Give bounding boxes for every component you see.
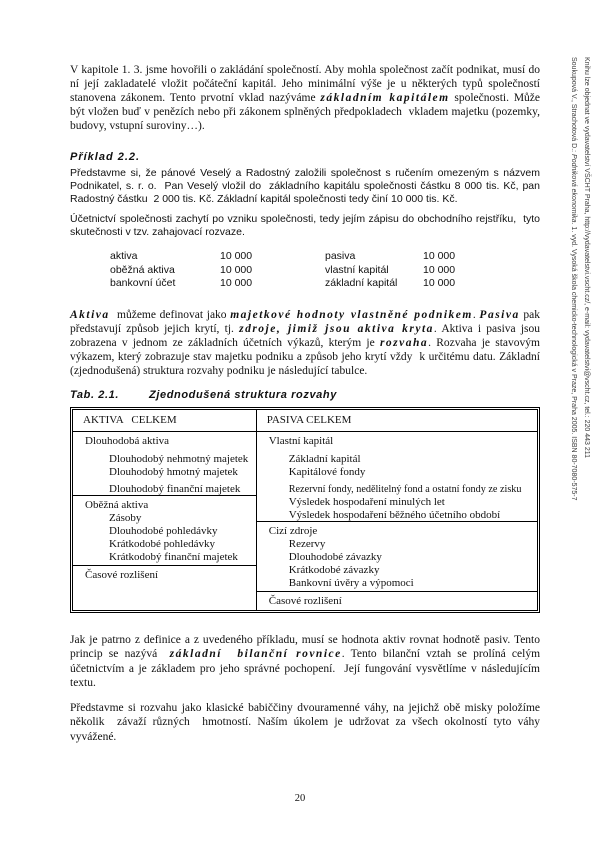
balance-cell: 10 000 xyxy=(220,277,253,289)
list-item: Dlouhodobý nehmotný majetek xyxy=(109,452,249,465)
list-item: Dlouhodobý finanční majetek xyxy=(109,482,241,495)
citation-publisher: . 1. vyd. Vysoká škola chemicko-technologická v Praze, Praha 2005. ISBN 80-7080-575-7 xyxy=(570,222,577,501)
intro-text-pre: V kapitole 1. 3. jsme hovořili o zakládání společností. Aby mohla společnost začít podnikat, musí do ní její zakladatelé vložit počáteční kapitál. Jeho minimální výše je u některých typů společností stanovena zákonem. Tento prvotní vklad nazýváme xyxy=(70,64,543,104)
section-title: Vlastní kapitál xyxy=(268,434,334,447)
liabilities-section-debt xyxy=(257,522,537,592)
closing-paragraph-1 xyxy=(70,633,543,691)
section-title: Oběžná aktiva xyxy=(85,498,149,511)
balance-cell: pasiva xyxy=(325,250,356,262)
citation-book-title: Podniková ekonomika xyxy=(570,154,577,223)
list-item: Základní kapitál xyxy=(288,452,361,465)
table-row xyxy=(110,250,540,264)
table-caption-label: Tab. 2.1. xyxy=(70,388,120,401)
section-title: Časové rozlišení xyxy=(268,594,342,607)
list-item: Rezervy xyxy=(288,537,326,550)
assets-header: AKTIVA CELKEM xyxy=(73,410,256,432)
balance-cell: vlastní kapitál xyxy=(325,263,389,276)
definition-paragraph xyxy=(70,308,543,378)
order-info-line: Knihu lze objednat ve vydavatelství VŠCHT Praha, http://vydavatelstvi.vscht.cz/, e-mail: vydavatelstvi@vscht.cz, tel.: 220 443 211 xyxy=(583,57,590,458)
list-item: Výsledek hospodaření běžného účetního období xyxy=(288,508,501,521)
definition-text: pak představují způsob jejich krytí, tj. xyxy=(70,308,543,335)
balance-sheet-assets-column xyxy=(73,410,257,610)
definition-emphasis: majetkové hodnoty vlastněné podnikem xyxy=(230,308,473,321)
table-caption-title: Zjednodušená struktura rozvahy xyxy=(149,388,337,401)
closing-emphasis: základní bilanční rovnice xyxy=(169,648,342,660)
assets-section-accruals xyxy=(73,566,256,610)
citation-authors: Soukupová V., Strachotová D.: xyxy=(570,57,577,155)
example-paragraph-2: Účetnictví společnosti zachytí po vzniku společnosti, tedy jejím zápisu do obchodního rejstříku, tyto skutečnosti v tzv. zahajovací rozvaze. xyxy=(70,213,543,238)
definition-text: . xyxy=(472,308,480,321)
closing-text-post: . Tento bilanční vztah se prolíná celým účetnictvím a je základem pro jeho správné pochopení. Její fungování vysvětlíme v následujícím textu. xyxy=(70,648,543,689)
list-item: Výsledek hospodaření minulých let xyxy=(288,495,445,508)
opening-balance-table xyxy=(110,250,540,291)
list-item: Zásoby xyxy=(109,511,142,524)
balance-cell: základní kapitál xyxy=(325,277,398,289)
section-title: Dlouhodobá aktiva xyxy=(85,434,170,447)
list-item: Dlouhodobé závazky xyxy=(288,550,382,563)
intro-emphasis: základním kapitálem xyxy=(320,92,450,104)
closing-text-pre: Jak je patrno z definice a z uvedeného příkladu, musí se hodnota aktiv rovnat hodnotě pasiv. Tento princip se nazývá xyxy=(70,633,543,660)
definition-text: . Aktiva i pasiva jsou zobrazena v jednom ze základních účetních výkazů, kterým je xyxy=(70,322,543,349)
margin-citation xyxy=(569,57,591,500)
definition-term-pasiva: Pasiva xyxy=(479,308,520,321)
balance-cell: 10 000 xyxy=(423,263,456,276)
section-title: Časové rozlišení xyxy=(85,568,159,581)
definition-text: . Rozvaha je stavovým výkazem, který zobrazuje stav majetku podniku a způsob jeho krytí vždy k určitému datu. Základní (zjednodušená) struktura rozvahy podniku je následující tabulce. xyxy=(70,336,543,377)
liabilities-section-equity xyxy=(257,432,537,522)
list-item: Krátkodobé závazky xyxy=(288,563,380,576)
liabilities-section-accruals xyxy=(257,592,537,610)
list-item: Dlouhodobý hmotný majetek xyxy=(109,465,238,478)
page-content xyxy=(70,0,543,744)
section-title: Cizí zdroje xyxy=(268,524,318,537)
example-heading: Příklad 2.2. xyxy=(70,151,141,163)
table-row xyxy=(110,264,540,278)
assets-section-longterm xyxy=(73,432,256,496)
definition-text: můžeme definovat jako xyxy=(109,308,231,321)
balance-cell: oběžná aktiva xyxy=(110,263,175,276)
balance-cell: 10 000 xyxy=(423,250,456,262)
list-item: Bankovní úvěry a výpomoci xyxy=(288,576,414,589)
citation-line xyxy=(569,57,578,500)
balance-sheet-table xyxy=(70,407,540,613)
table-caption xyxy=(70,389,540,401)
liabilities-header: PASIVA CELKEM xyxy=(257,410,537,432)
list-item: Krátkodobé pohledávky xyxy=(109,537,215,550)
intro-paragraph xyxy=(70,63,543,133)
balance-cell: 10 000 xyxy=(220,263,253,276)
balance-cell: aktiva xyxy=(110,250,138,262)
list-item: Krátkodobý finanční majetek xyxy=(109,550,238,563)
example-paragraph-1: Představme si, že pánové Veselý a Radostný založili společnost s ručením omezeným s názvem Podnikatel, s. r. o. Pan Veselý vložil do základního kapitálu společnosti částku 8 000 tis. Kč, pan Radostný částku 2 000 tis. Kč. Základní kapitál společnosti tedy činí 10 000 tis. Kč. xyxy=(70,167,543,205)
list-item: Rezervní fondy, nedělitelný fond a ostatní fondy ze zisku xyxy=(288,483,522,495)
definition-term-rozvaha: rozvaha xyxy=(379,336,429,349)
list-item: Dlouhodobé pohledávky xyxy=(109,524,218,537)
definition-emphasis: zdroje, jimiž jsou aktiva kryta xyxy=(239,322,434,335)
balance-sheet-liabilities-column xyxy=(257,410,537,610)
list-item: Kapitálové fondy xyxy=(288,465,366,478)
balance-cell: 10 000 xyxy=(423,277,456,289)
closing-paragraph-2: Představme si rozvahu jako klasické babiččiny dvouramenné váhy, na jejichž obě misky položíme několik závaží různých hmotností. Naším úkolem je udržovat za všech okolností tyto váhy vyvážené. xyxy=(70,701,543,743)
intro-text-post: společnosti. Může být vložen buď v penězích nebo při zákonem splněných předpokladech vkladem majetku (pozemky, budovy, vstupní suroviny…). xyxy=(70,92,543,132)
assets-section-current xyxy=(73,496,256,566)
balance-cell: 10 000 xyxy=(220,250,253,262)
balance-cell: bankovní účet xyxy=(110,277,176,289)
definition-term-aktiva: Aktiva xyxy=(70,308,110,321)
table-row xyxy=(110,277,540,291)
page-number: 20 xyxy=(294,793,306,804)
